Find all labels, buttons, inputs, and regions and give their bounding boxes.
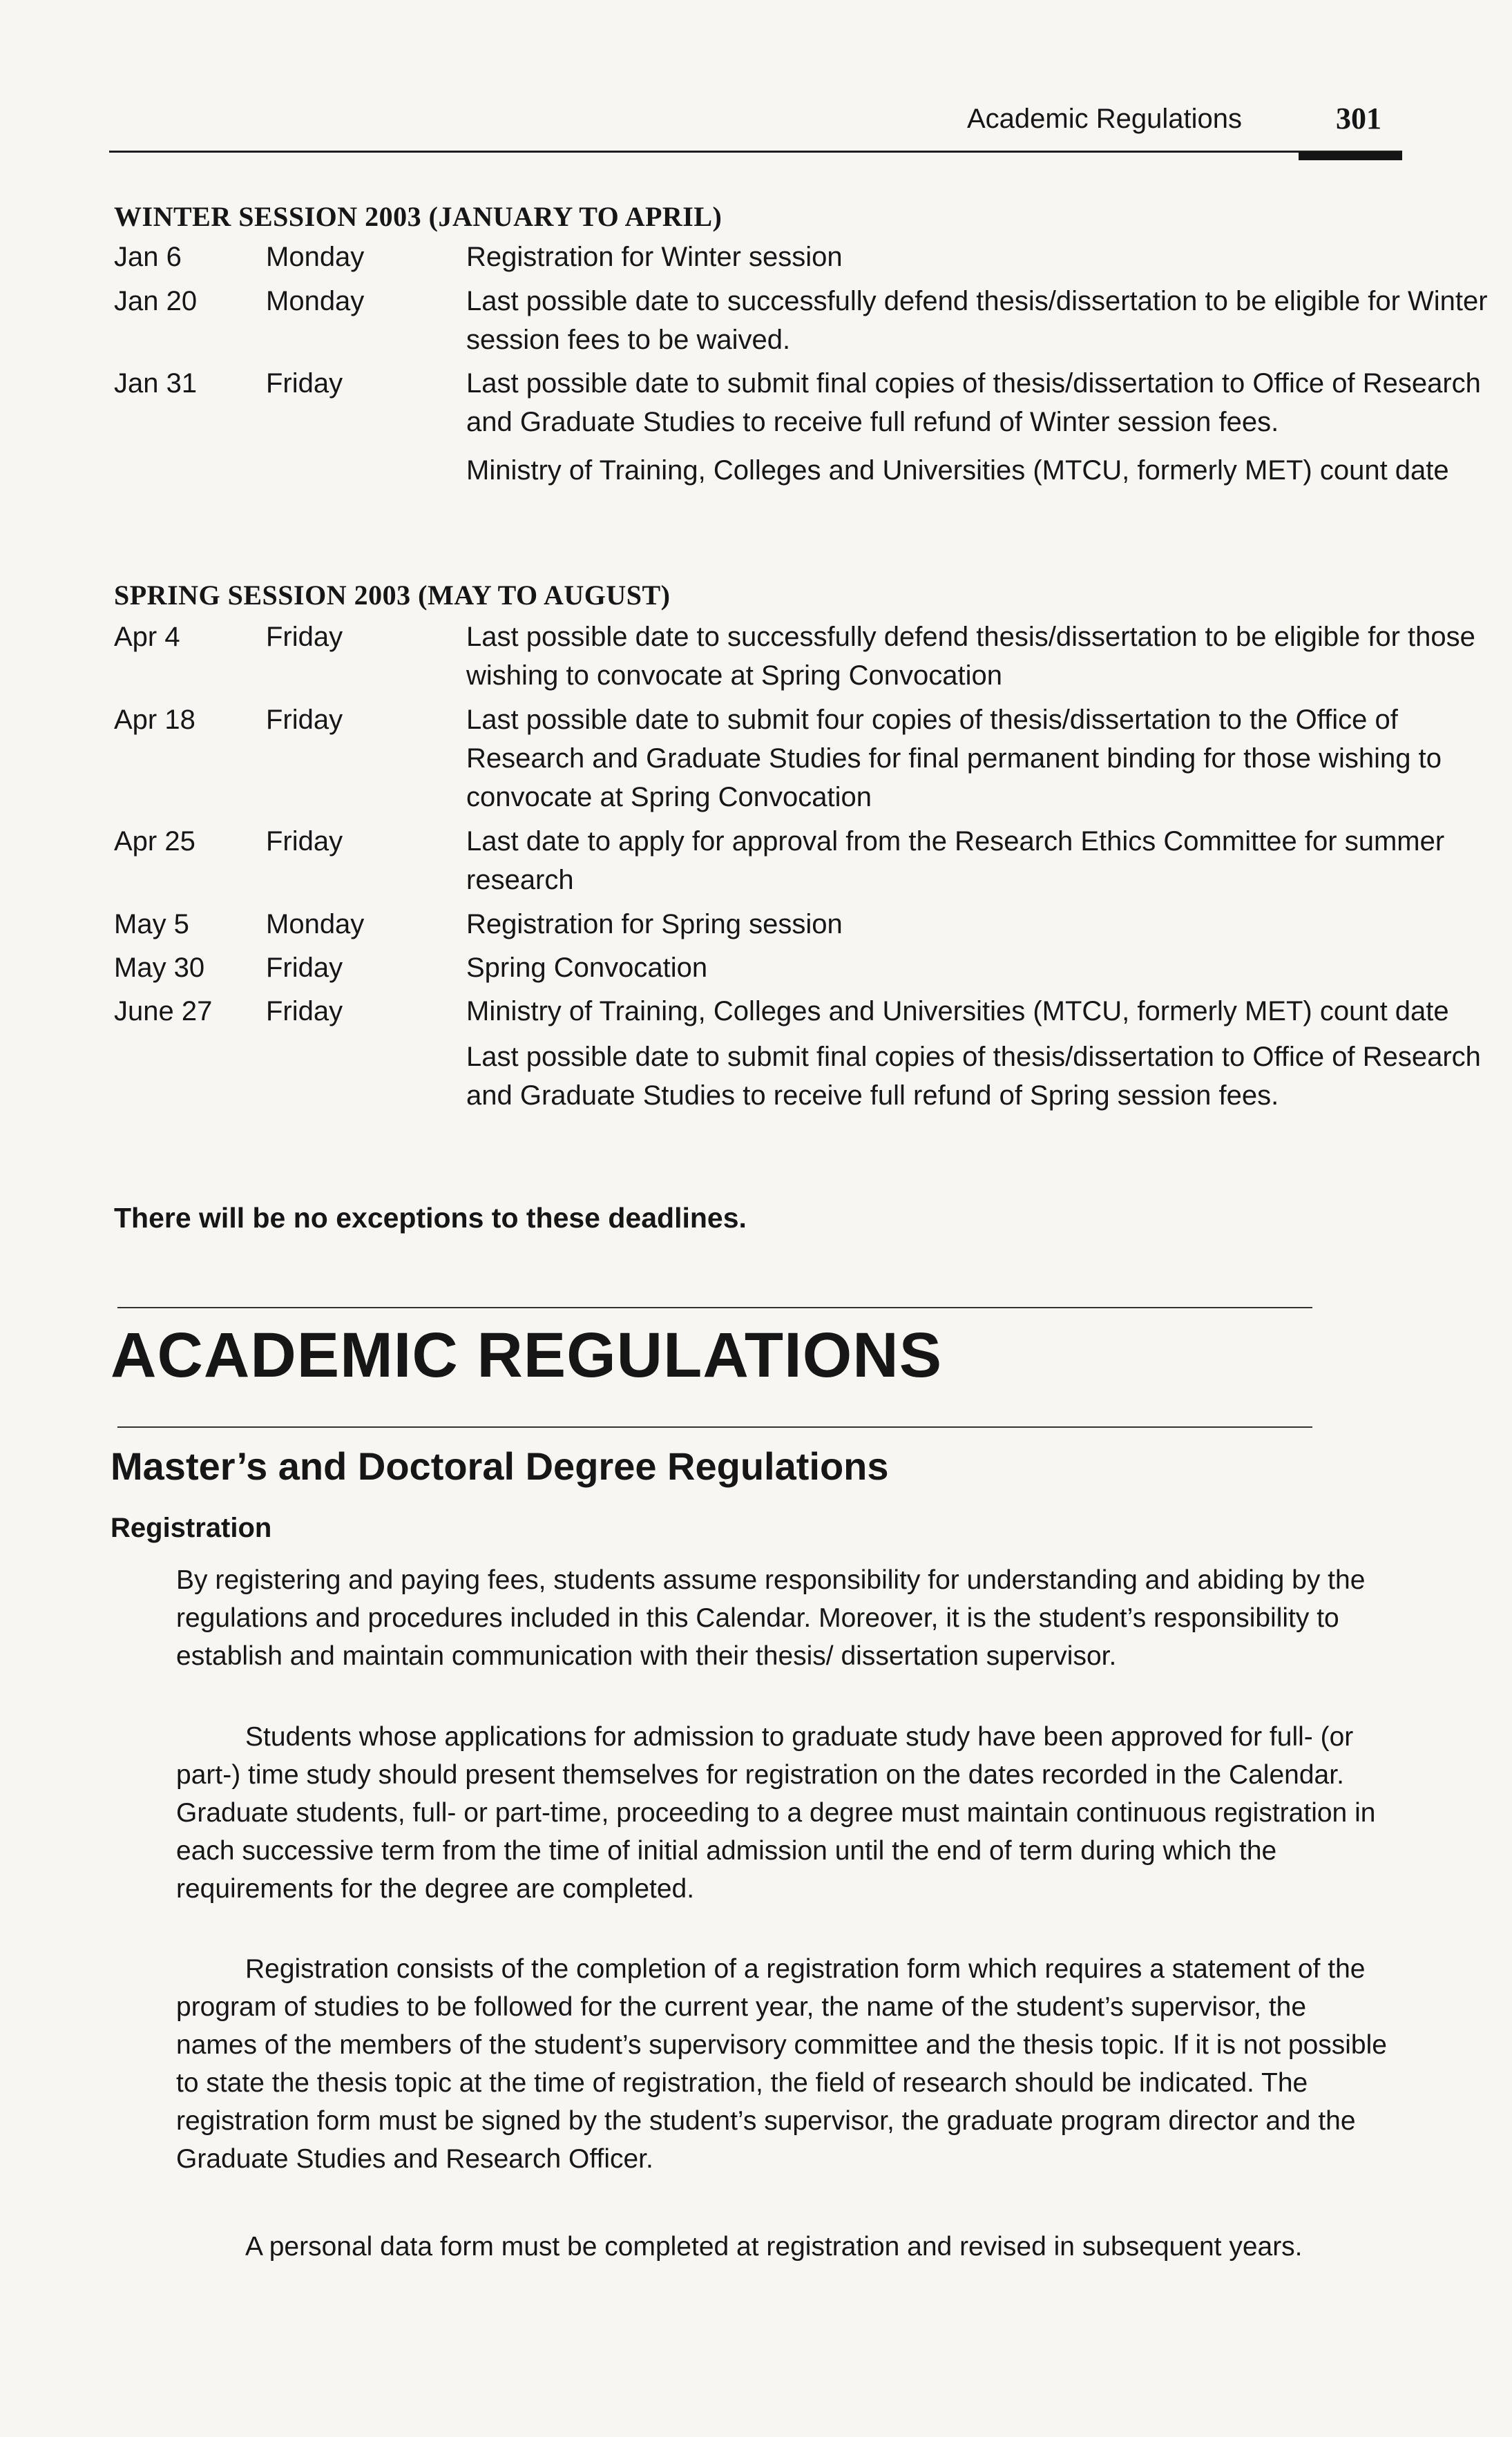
paragraph: A personal data form must be completed at registration and revised in subsequent years.: [245, 2232, 1303, 2262]
row-date: Apr 4: [114, 622, 180, 652]
paragraph: Students whose applications for admission to graduate study have been approved for full- (or part-) time study should present themselves for registration on the dates recorded in the Calendar. Graduate students, full- or part-time, proceeding to a degree must maintain continuous registration in each successive term from the time of initial admission until the end of term during which the requirements for the degree are completed.: [176, 1722, 1376, 1904]
row-description: Last possible date to successfully defend thesis/dissertation to be eligible for those wishing to convocate at Spring Convocation: [466, 622, 1475, 691]
row-description: Last date to apply for approval from the Research Ethics Committee for summer research: [466, 826, 1445, 895]
paragraph: Registration consists of the completion of a registration form which requires a statement of the program of studies to be followed for the current year, the name of the student’s supervisor, the names of the members of the student’s supervisory committee and the thesis topic. If it is not possible to state the thesis topic at the time of registration, the field of research should be indicated. The registration form must be signed by the student’s supervisor, the graduate program director and the Graduate Studies and Research Officer.: [176, 1954, 1387, 2174]
row-description: Last possible date to submit four copies of thesis/dissertation to the Office of Research and Graduate Studies for final permanent binding for those wishing to convocate at Spring Convocation: [466, 705, 1442, 812]
running-title: Academic Regulations: [967, 104, 1242, 134]
title-rule-top: [117, 1307, 1312, 1308]
row-day: Friday: [266, 368, 343, 399]
row-day: Friday: [266, 622, 343, 652]
registration-heading: Registration: [111, 1513, 272, 1543]
row-date: Jan 31: [114, 368, 198, 399]
page-number: 301: [1336, 102, 1381, 135]
header-rule: [109, 151, 1402, 153]
section-title: ACADEMIC REGULATIONS: [111, 1320, 943, 1390]
row-day: Monday: [266, 286, 365, 316]
row-description: Last possible date to submit final copies of thesis/dissertation to Office of Research and Graduate Studies to receive full refund of Winter session fees. Ministry of Training, Colleges and Universities (MTCU, formerly MET) count date: [466, 368, 1481, 486]
row-day: Friday: [266, 953, 343, 983]
section-subtitle: Master’s and Doctoral Degree Regulations: [111, 1444, 889, 1488]
no-exceptions-note: There will be no exceptions to these deadlines.: [114, 1202, 747, 1234]
row-day: Monday: [266, 909, 365, 939]
winter-heading: WINTER SESSION 2003 (JANUARY TO APRIL): [114, 201, 722, 232]
row-date: Apr 25: [114, 826, 195, 857]
spring-heading: SPRING SESSION 2003 (MAY TO AUGUST): [114, 580, 671, 611]
row-description: Spring Convocation: [466, 953, 708, 983]
row-description: Registration for Spring session: [466, 909, 843, 939]
row-description: Registration for Winter session: [466, 242, 843, 272]
page-header: [967, 104, 1381, 145]
row-day: Monday: [266, 242, 365, 272]
title-rule-bottom: [117, 1426, 1312, 1428]
row-description: Ministry of Training, Colleges and Universities (MTCU, formerly MET) count date Last possible date to submit final copies of thesis/dissertation to Office of Research and Graduate Studies to receive full refund of Spring session fees.: [466, 996, 1481, 1111]
row-date: Jan 6: [114, 242, 182, 272]
row-date: May 5: [114, 909, 189, 939]
row-date: Apr 18: [114, 705, 195, 735]
row-date: Jan 20: [114, 286, 198, 316]
row-description: Last possible date to successfully defend thesis/dissertation to be eligible for Winter session fees to be waived.: [466, 286, 1488, 355]
row-day: Friday: [266, 705, 343, 735]
header-rule-accent: [1299, 152, 1402, 160]
row-day: Friday: [266, 826, 343, 857]
row-date: May 30: [114, 953, 205, 983]
row-day: Friday: [266, 996, 343, 1026]
paragraph: By registering and paying fees, students assume responsibility for understanding and abiding by the regulations and procedures included in this Calendar. Moreover, it is the student’s responsibility to establish and maintain communication with their thesis/ dissertation supervisor.: [176, 1565, 1366, 1671]
row-date: June 27: [114, 996, 213, 1026]
